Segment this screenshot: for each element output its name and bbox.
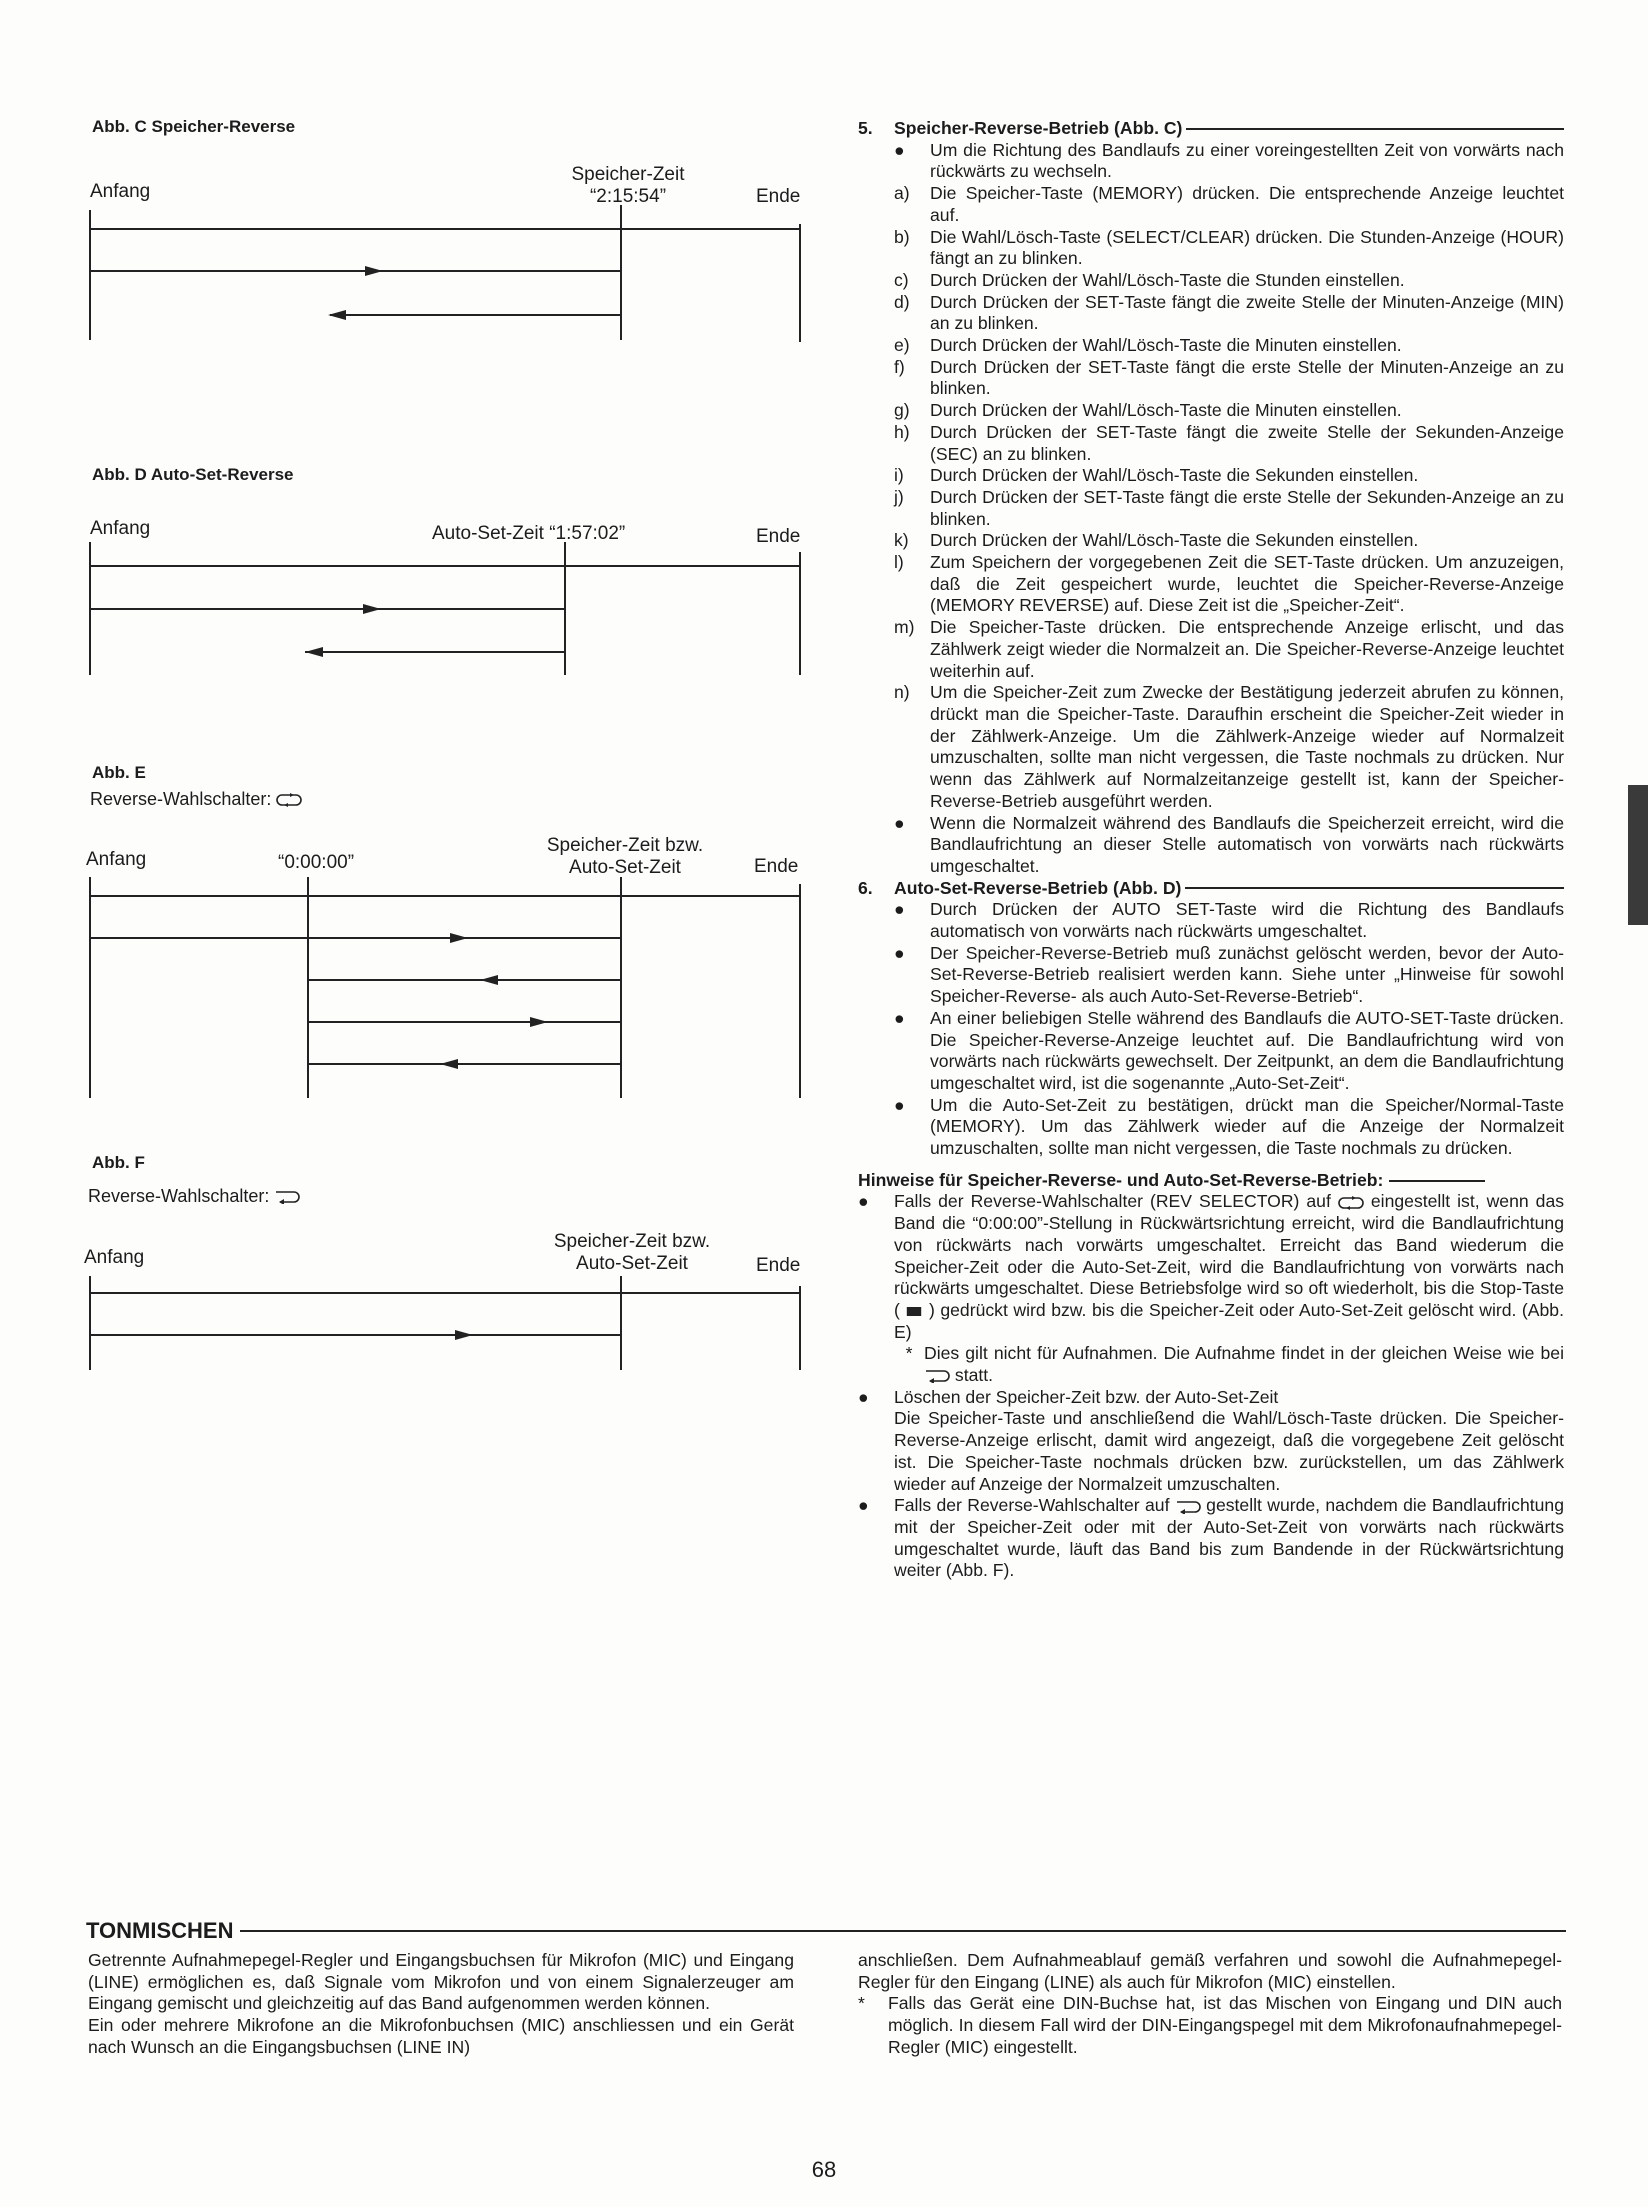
tonmischen-title: TONMISCHEN	[86, 1918, 234, 1943]
hinweise-heading	[858, 1170, 1564, 1192]
figure-e-marker-line2: Auto-Set-Zeit	[569, 857, 681, 878]
section-6-title: Auto-Set-Reverse-Betrieb (Abb. D)	[894, 877, 1182, 898]
figure-f-diagram	[80, 1230, 820, 1375]
figure-c-marker-label: Speicher-Zeit	[571, 164, 685, 185]
section-5-step	[858, 335, 1564, 357]
step-text: Durch Drücken der Wahl/Lösch-Taste die Sekunden einstellen.	[930, 530, 1419, 551]
section-5-step	[858, 465, 1564, 487]
step-marker: c)	[894, 269, 909, 290]
heading-rule	[1186, 128, 1564, 130]
bullet-icon: ●	[894, 942, 905, 963]
section-5-step	[858, 682, 1564, 812]
bullet-icon: ●	[894, 1094, 905, 1115]
section-5-step	[858, 487, 1564, 530]
step-text: Um die Speicher-Zeit zum Zwecke der Bestätigung jederzeit abrufen zu können, drückt man die Speicher-Taste. Daraufhin erscheint die Speicher-Zeit wieder in der Zählwerk-Anzeige. Um die Zählwerk-Anzeige wieder auf Normalzeit umzuschalten, sollte man nicht vergessen, die Taste nochmals zu drücken. Nur wenn das Zählwerk auf Normalzeitanzeige gestellt ist, kann der Speicher-Reverse-Betrieb ausgeführt werden.	[930, 682, 1564, 811]
step-text: Durch Drücken der Wahl/Lösch-Taste die Stunden einstellen.	[930, 269, 1405, 290]
figure-f-title: Abb. F	[92, 1153, 145, 1172]
step-marker: k)	[894, 530, 909, 551]
forward-arrow	[455, 1330, 473, 1340]
step-marker: i)	[894, 465, 904, 486]
figure-f-start-label: Anfang	[84, 1247, 145, 1268]
step-text: Durch Drücken der Wahl/Lösch-Taste die Minuten einstellen.	[930, 400, 1402, 421]
section-5-number: 5.	[858, 118, 873, 138]
loop-switch-icon	[1338, 1196, 1364, 1210]
section-5-heading	[858, 118, 1564, 140]
step-text: Durch Drücken der Wahl/Lösch-Taste die Minuten einstellen.	[930, 335, 1402, 356]
figure-e-end-label: Ende	[754, 856, 799, 877]
bullet-text: An einer beliebigen Stelle während des Bandlaufs die AUTO-SET-Taste drücken. Die Speicher-Reverse-Anzeige leuchtet auf. Die Bandlaufrichtung wird von vorwärts nach rückwärts gewechselt. Der Zeitpunkt, an dem die Bandlaufrichtung umgeschaltet wird, ist die sogenannte „Auto-Set-Zeit“.	[930, 1007, 1564, 1093]
figure-e-switch-row	[90, 789, 302, 810]
step-text: Zum Speichern der vorgegebenen Zeit die SET-Taste drücken. Um anzuzeigen, daß die Zeit gespeichert wurde, leuchtet die Speicher-Reverse-Anzeige (MEMORY REVERSE) auf. Diese Zeit ist die „Speicher-Zeit“.	[930, 552, 1564, 616]
loop-switch-icon	[276, 793, 302, 807]
figure-d-marker-label: Auto-Set-Zeit “1:57:02”	[432, 523, 626, 544]
section-5-step	[858, 270, 1564, 292]
figure-d-lines	[80, 515, 820, 680]
tonmischen-note: * Falls das Gerät eine DIN-Buchse hat, ist das Mischen von Eingang und DIN auch möglich. In diesem Fall wird der DIN-Eingangspegel mit dem Mikrofonaufnahmepegel-Regler (MIC) eingestellt.	[858, 1993, 1562, 2057]
step-marker: b)	[894, 226, 910, 247]
figure-f-lines	[80, 1230, 820, 1375]
step-marker: a)	[894, 183, 910, 204]
step-marker: f)	[894, 356, 905, 377]
figure-d-end-label: Ende	[756, 526, 801, 547]
step-marker: j)	[894, 486, 904, 507]
tonmischen-column-2: anschließen. Dem Aufnahmeablauf gemäß verfahren und sowohl die Aufnahmepegel- Regler für den Eingang (LINE) als auch für Mikrofon (MIC) einstellen. * Falls das Gerät eine DIN-Buchse hat, ist das Mischen von Eingang und DIN auch möglich. In diesem Fall wird der DIN-Eingangspegel mit dem Mikrofonaufnahmepegel-Regler (MIC) eingestellt.	[858, 1950, 1562, 2057]
step-text: Die Wahl/Lösch-Taste (SELECT/CLEAR) drücken. Die Stunden-Anzeige (HOUR) fängt an zu blinken.	[930, 226, 1564, 269]
step-text: Durch Drücken der SET-Taste fängt die zweite Stelle der Minuten-Anzeige (MIN) an zu blinken.	[930, 291, 1564, 334]
figure-e-switch-label: Reverse-Wahlschalter:	[90, 789, 272, 809]
heading-rule	[1185, 887, 1564, 889]
section-tab-marker	[1628, 785, 1648, 925]
bullet-icon: ●	[858, 1191, 869, 1212]
step-text: Durch Drücken der SET-Taste fängt die erste Stelle der Minuten-Anzeige an zu blinken.	[930, 356, 1564, 399]
section-6-bullet	[858, 1095, 1564, 1160]
section-5-step	[858, 422, 1564, 465]
figure-c-start-label: Anfang	[90, 181, 151, 202]
reverse-arrow	[480, 975, 498, 985]
bullet-icon: ●	[894, 139, 905, 160]
section-5-step	[858, 530, 1564, 552]
step-text: Durch Drücken der SET-Taste fängt die zweite Stelle der Sekunden-Anzeige (SEC) an zu blinken.	[930, 421, 1564, 464]
section-5-outro: ● Wenn die Normalzeit während des Bandlaufs die Speicherzeit erreicht, wird die Bandlaufrichtung an dieser Stelle automatisch von vorwärts nach rückwärts umgeschaltet.	[858, 813, 1564, 878]
section-5-step	[858, 183, 1564, 226]
figure-c-diagram	[80, 160, 820, 345]
step-text: Die Speicher-Taste (MEMORY) drücken. Die entsprechende Anzeige leuchtet auf.	[930, 183, 1564, 225]
section-5-step	[858, 227, 1564, 270]
right-column	[858, 118, 1564, 1582]
section-6-heading	[858, 878, 1564, 900]
step-marker: m)	[894, 617, 915, 638]
step-marker: h)	[894, 421, 910, 442]
figure-d-start-label: Anfang	[90, 518, 151, 539]
figure-e-title: Abb. E	[92, 763, 146, 782]
hinweise-item-clear: ● Löschen der Speicher-Zeit bzw. der Auto-Set-Zeit Die Speicher-Taste und anschließend die Wahl/Lösch-Taste drücken. Die Speicher-Reverse-Anzeige erlischt, damit wird angezeigt, daß die vorgegebene Zeit gelöscht ist. Die Speicher-Taste nochmals drücken bzw. zurückstellen, um das Zählwerk wieder auf Anzeige der Normalzeit umzuschalten.	[858, 1386, 1564, 1494]
section-5-intro: ● Um die Richtung des Bandlaufs zu einer voreingestellten Zeit von vorwärts nach rückwärts zu wechseln.	[858, 140, 1564, 183]
figure-f-marker-line2: Auto-Set-Zeit	[576, 1253, 688, 1274]
page-number: 68	[811, 2157, 837, 2182]
bullet-text: Durch Drücken der AUTO SET-Taste wird die Richtung des Bandlaufs automatisch von vorwärts nach rückwärts umgeschaltet.	[930, 899, 1564, 942]
figure-e-marker-line1: Speicher-Zeit bzw.	[546, 835, 704, 856]
heading-rule	[240, 1930, 1567, 1932]
hinweise-note: * Dies gilt nicht für Aufnahmen. Die Aufnahme findet in der gleichen Weise wie bei statt.	[905, 1343, 1564, 1386]
figure-f-marker-line1: Speicher-Zeit bzw.	[553, 1231, 711, 1252]
section-5-step	[858, 357, 1564, 400]
figure-e-start-label: Anfang	[86, 849, 147, 870]
bullet-icon: ●	[894, 899, 905, 920]
section-5-step	[858, 400, 1564, 422]
figure-c-end-label: Ende	[756, 186, 801, 207]
section-6-bullet	[858, 1008, 1564, 1095]
bullet-text: Um die Auto-Set-Zeit zu bestätigen, drückt man die Speicher/Normal-Taste (MEMORY). Um das Zählwerk wieder auf die Anzeige der Normalzeit umzuschalten, sollte man nicht vergessen, die Taste nochmals zu drücken.	[930, 1094, 1564, 1159]
forward-arrow	[365, 266, 383, 276]
figure-e-lines	[80, 832, 820, 1102]
oneway-switch-icon	[1175, 1500, 1201, 1514]
figure-e-zero-label: “0:00:00”	[278, 852, 355, 873]
figure-d-diagram	[80, 515, 820, 680]
forward-arrow	[530, 1017, 548, 1027]
figure-f-switch-row	[88, 1186, 300, 1207]
step-text: Die Speicher-Taste drücken. Die entsprechende Anzeige erlischt, und das Zählwerk zeigt wieder die Normalzeit an. Die Speicher-Reverse-Anzeige leuchtet weiterhin auf.	[930, 617, 1564, 681]
bullet-icon: ●	[894, 1007, 905, 1028]
bullet-icon: ●	[858, 1495, 869, 1516]
hinweise-title: Hinweise für Speicher-Reverse- und Auto-Set-Reverse-Betrieb:	[858, 1169, 1384, 1190]
section-6-bullet	[858, 899, 1564, 942]
tonmischen-heading	[86, 1918, 1566, 1944]
reverse-arrow	[440, 1059, 458, 1069]
step-marker: d)	[894, 291, 910, 312]
section-5-step	[858, 292, 1564, 335]
figure-e-diagram	[80, 832, 820, 1102]
section-5-title: Speicher-Reverse-Betrieb (Abb. C)	[894, 118, 1183, 138]
step-marker: n)	[894, 682, 910, 703]
forward-arrow	[363, 604, 381, 614]
section-6-number: 6.	[858, 877, 873, 898]
bullet-icon: ●	[894, 812, 905, 833]
step-marker: g)	[894, 400, 910, 421]
step-text: Durch Drücken der SET-Taste fängt die erste Stelle der Sekunden-Anzeige an zu blinken.	[930, 486, 1564, 529]
oneway-switch-icon	[274, 1190, 300, 1204]
stop-icon	[905, 1306, 923, 1317]
hinweise-item-oneway: ● Falls der Reverse-Wahlschalter auf gestellt wurde, nachdem die Bandlaufrichtung mit der Speicher-Zeit oder mit der Auto-Set-Zeit von vorwärts nach rückwärts umgeschaltet wurde, läuft das Band bis zum Bandende in der Rückwärtsrichtung weiter (Abb. F).	[858, 1495, 1564, 1581]
heading-rule	[1389, 1180, 1485, 1182]
step-marker: e)	[894, 335, 910, 356]
bullet-text: Der Speicher-Reverse-Betrieb muß zunächst gelöscht werden, bevor der Auto-Set-Reverse-Betrieb realisiert werden kann. Siehe unter „Hinweise für sowohl Speicher-Reverse- als auch Auto-Set-Reverse-Betrieb“.	[930, 942, 1564, 1007]
step-text: Durch Drücken der Wahl/Lösch-Taste die Sekunden einstellen.	[930, 465, 1419, 486]
bullet-icon: ●	[858, 1386, 869, 1407]
step-marker: l)	[894, 552, 904, 573]
section-5-step	[858, 617, 1564, 682]
tonmischen-column-1: Getrennte Aufnahmepegel-Regler und Eingangsbuchsen für Mikrofon (MIC) und Eingang (LINE) ermöglichen es, daß Signale vom Mikrofon und von einem Signalerzeuger am Eingang gemischt und gleichzeitig auf das Band aufgenommen werden können. Ein oder mehrere Mikrofone an die Mikrofonbuchsen (MIC) anschliessen und ein Gerät nach Wunsch an die Eingangsbuchsen (LINE IN)	[88, 1950, 794, 2057]
hinweise-item-reverse-loop: ● Falls der Reverse-Wahlschalter (REV SELECTOR) auf eingestellt ist, wenn das Band die “0:00:00”-Stellung in Rückwärtsrichtung erreicht, wird die Bandlaufrichtung von rückwärts nach vorwärts umgeschaltet. Erreicht das Band wiederum die Speicher-Zeit oder die Auto-Set-Zeit, wird die Bandlaufrichtung von vorwärts nach rückwärts umgeschaltet. Diese Betriebsfolge wird so oft wiederholt, bis die Stop-Taste ( ) gedrückt wird bzw. bis die Speicher-Zeit oder Auto-Set-Zeit gelöscht wird. (Abb. E)	[858, 1191, 1565, 1342]
section-6-bullets	[858, 899, 1564, 1159]
figure-d-title: Abb. D Auto-Set-Reverse	[92, 465, 294, 484]
section-6-bullet	[858, 943, 1564, 1008]
figure-f-end-label: Ende	[756, 1255, 801, 1276]
reverse-arrow	[305, 647, 323, 657]
oneway-switch-icon	[924, 1369, 950, 1383]
figure-f-switch-label: Reverse-Wahlschalter:	[88, 1186, 270, 1206]
figure-c-title: Abb. C Speicher-Reverse	[92, 117, 296, 136]
section-5-steps	[858, 183, 1564, 812]
reverse-arrow	[328, 310, 346, 320]
forward-arrow	[450, 933, 468, 943]
figure-c-marker-value: “2:15:54”	[589, 186, 667, 207]
section-5-step	[858, 552, 1564, 617]
figure-c-lines	[80, 160, 820, 345]
